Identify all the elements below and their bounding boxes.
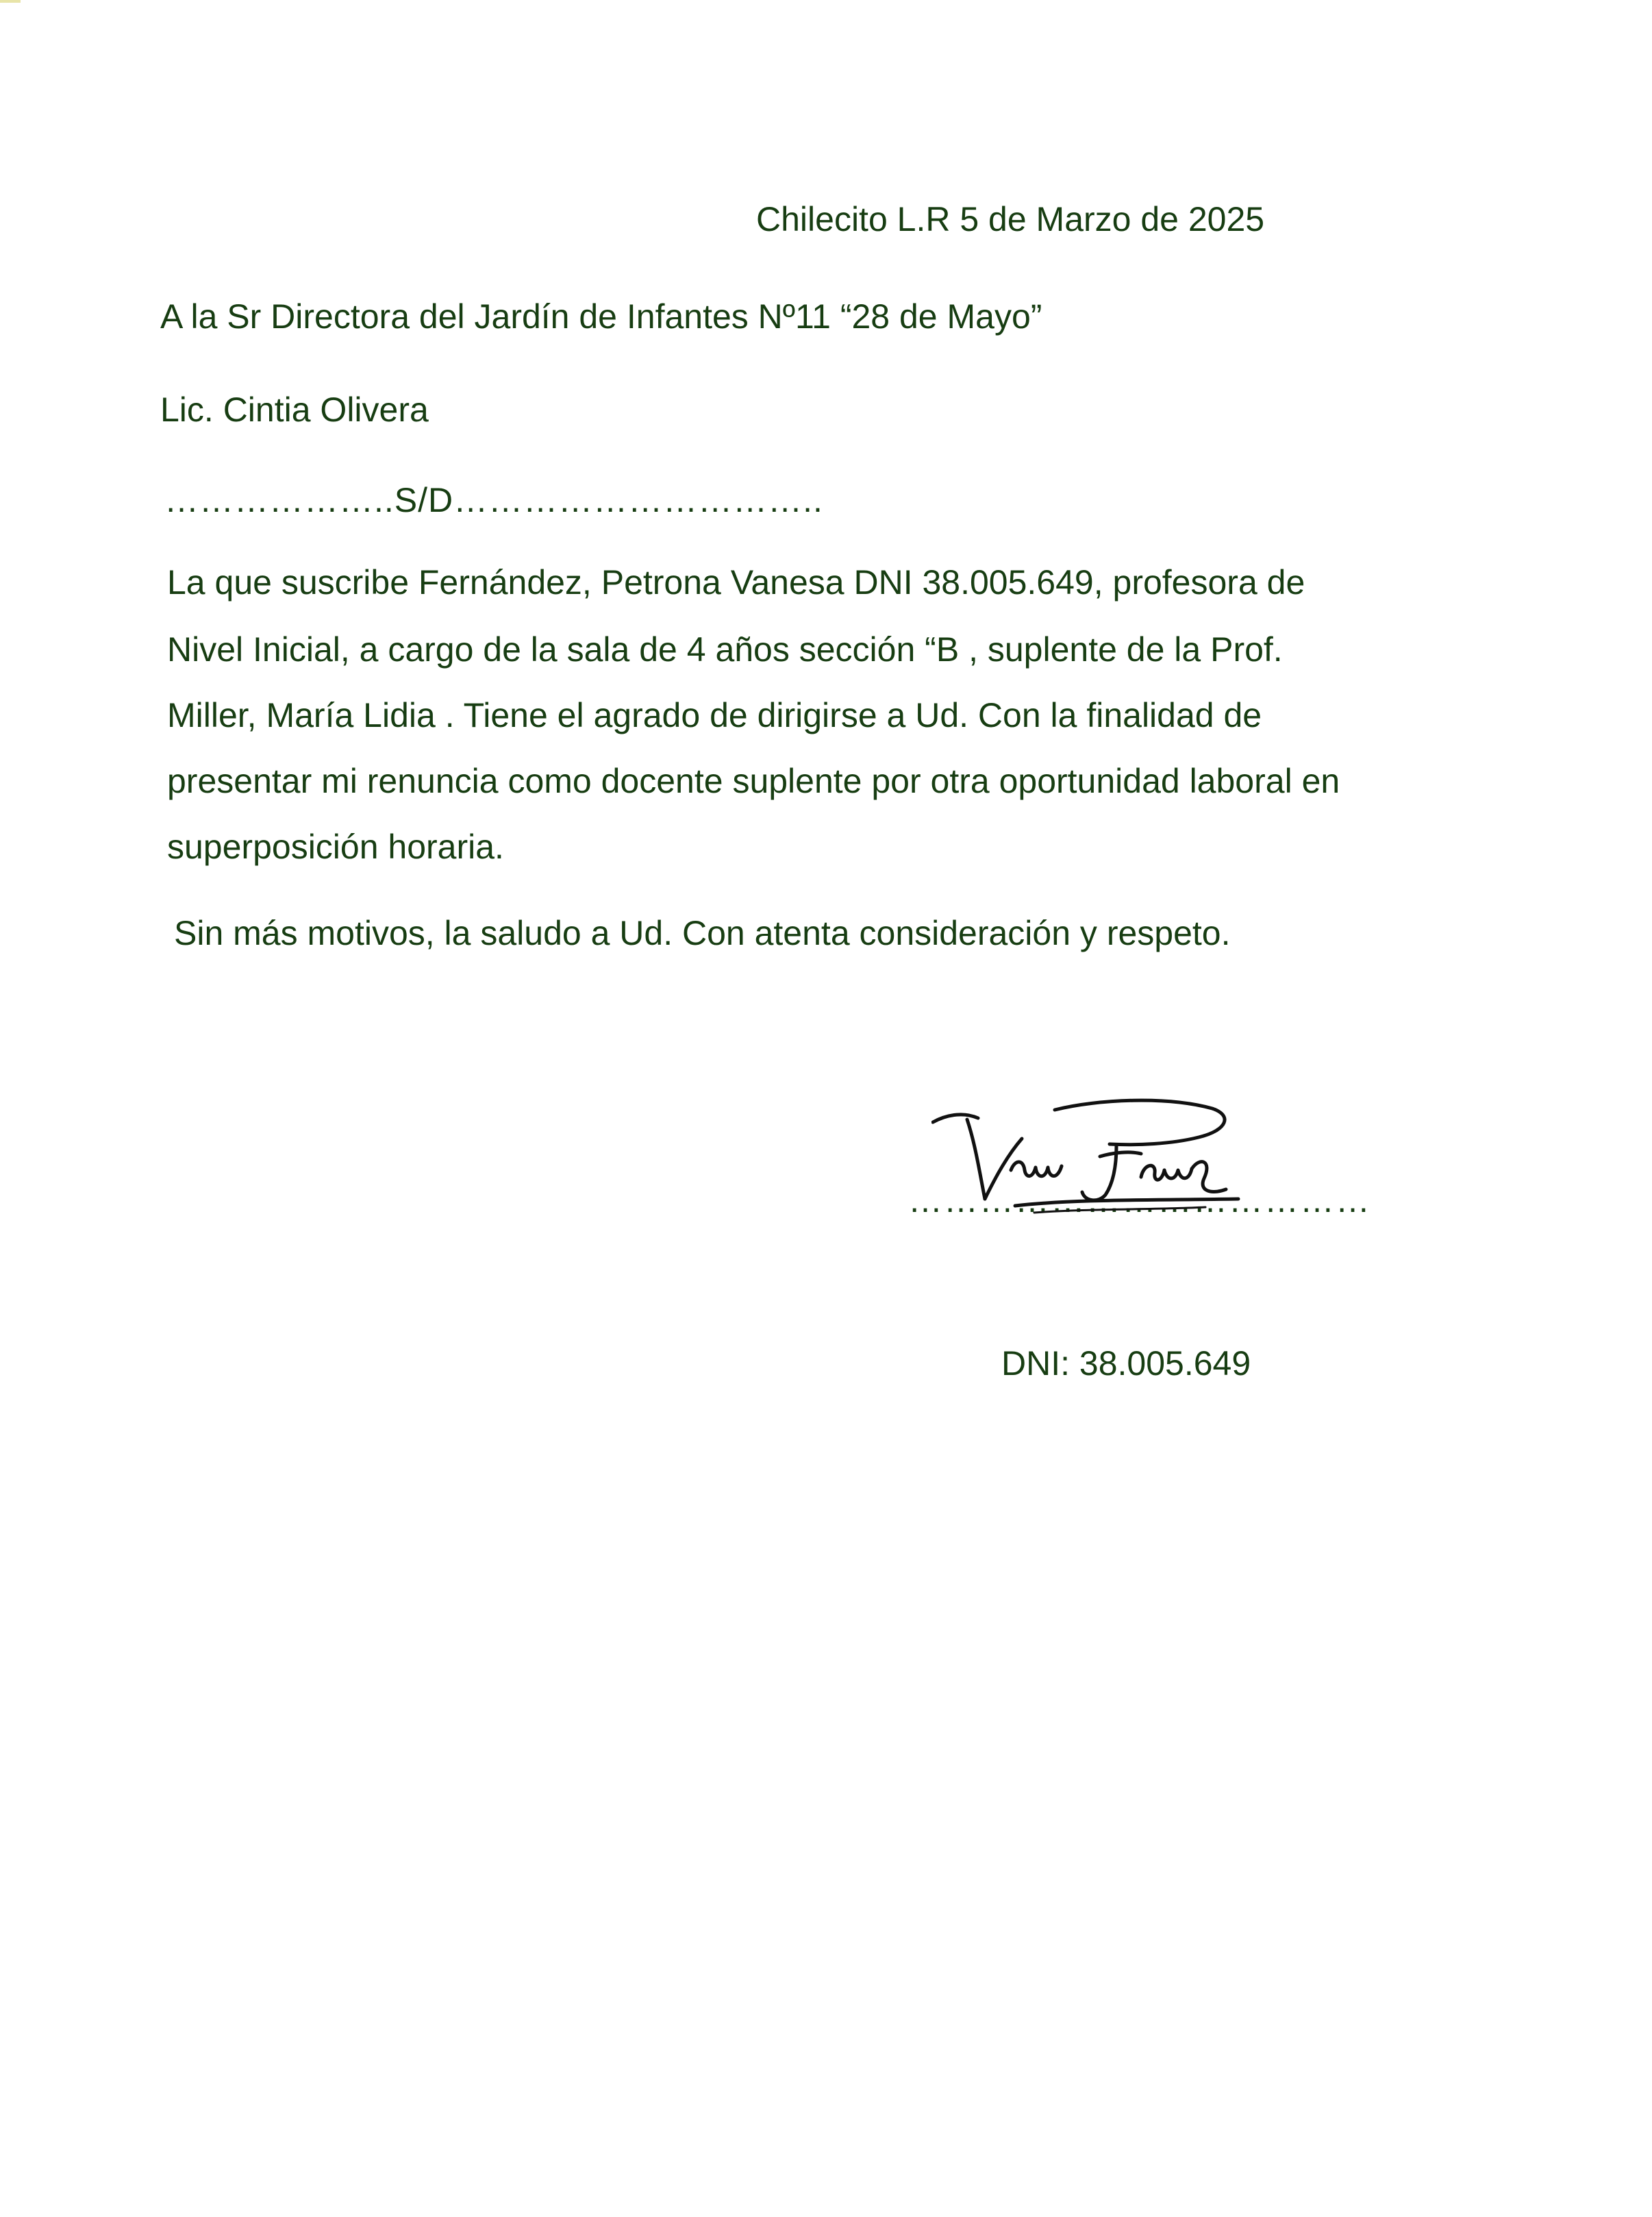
recipient-name: Lic. Cintia Olivera: [160, 391, 429, 429]
body-paragraph-line: superposición horaria.: [167, 828, 504, 866]
signature-line: …………………………………: [908, 1181, 1371, 1219]
sd-line: ………………..S/D…………………………..: [164, 481, 823, 519]
body-paragraph-line: La que suscribe Fernández, Petrona Vanesa DNI 38.005.649, profesora de: [167, 563, 1305, 602]
body-paragraph-line: Miller, María Lidia . Tiene el agrado de dirigirse a Ud. Con la finalidad de: [167, 696, 1262, 734]
dni-line: DNI: 38.005.649: [1001, 1344, 1251, 1383]
body-paragraph-line: Nivel Inicial, a cargo de la sala de 4 años sección “B , suplente de la Prof.: [167, 630, 1283, 669]
body-paragraph-line: presentar mi renuncia como docente suplente por otra oportunidad laboral en: [167, 762, 1340, 800]
addressee-line: A la Sr Directora del Jardín de Infantes Nº11 “28 de Mayo”: [160, 297, 1042, 336]
closing-line: Sin más motivos, la saludo a Ud. Con atenta consideración y respeto.: [174, 914, 1231, 952]
date-line: Chilecito L.R 5 de Marzo de 2025: [756, 200, 1265, 238]
scan-corner-mark: [0, 0, 21, 3]
handwritten-signature: [931, 1096, 1247, 1219]
